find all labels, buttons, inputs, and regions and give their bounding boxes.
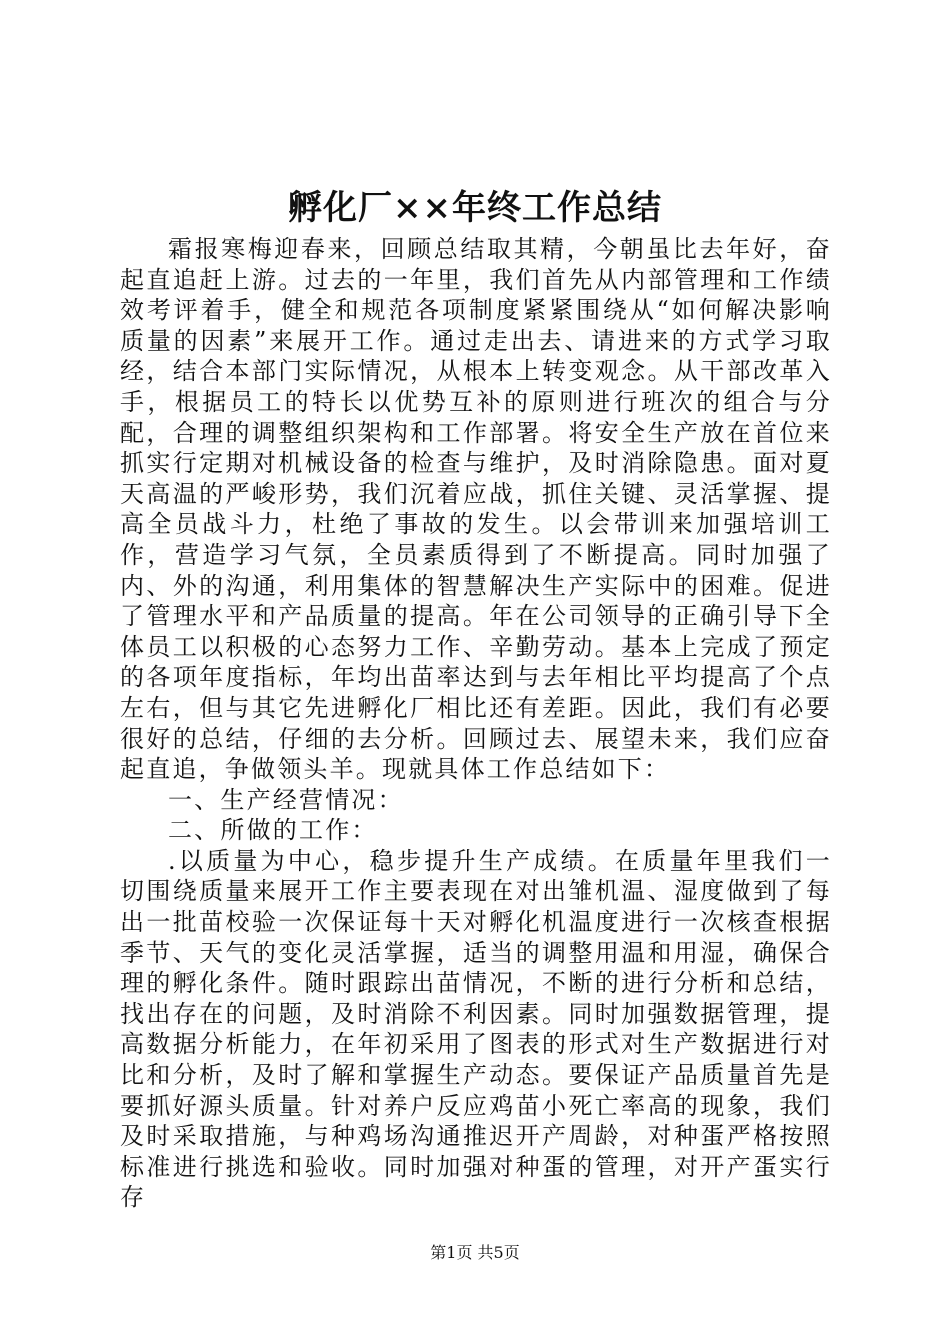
document-title: 孵化厂××年终工作总结 <box>288 188 662 228</box>
heading-production-status: 一、生产经营情况： <box>168 785 404 814</box>
heading-work-done: 二、所做的工作： <box>168 816 378 845</box>
paragraph-intro: 霜报寒梅迎春来，回顾总结取其精，今朝虽比去年好，奋起直追赶上游。过去的一年里，我们首先从内部管理和工作绩效考评着手，健全和规范各项制度紧紧围绕从“如何解决影响质量的因素”来展开工作。通过走出去、请进来的方式学习取经，结合本部门实际情况，从根本上转变观念。从干部改革入手，根据员工的特长以优势互补的原则进行班次的组合与分配，合理的调整组织架构和工作部署。将安全生产放在首位来抓实行定期对机械设备的检查与维护，及时消除隐患。面对夏天高温的严峻形势，我们沉着应战，抓住关键、灵活掌握、提高全员战斗力，杜绝了事故的发生。以会带训来加强培训工作，营造学习气氛，全员素质得到了不断提高。同时加强了内、外的沟通，利用集体的智慧解决生产实际中的困难。促进了管理水平和产品质量的提高。年在公司领导的正确引导下全体员工以积极的心态努力工作、辛勤劳动。基本上完成了预定的各项年度指标，年均出苗率达到与去年相比平均提高了个点左右，但与其它先进孵化厂相比还有差距。因此，我们有必要很好的总结，仔细的去分析。回顾过去、展望未来，我们应奋起直追，争做领头羊。现就具体工作总结如下： <box>120 235 832 784</box>
paragraph-quality: .以质量为中心，稳步提升生产成绩。在质量年里我们一切围绕质量来展开工作主要表现在对出雏机温、湿度做到了每出一批苗校验一次保证每十天对孵化机温度进行一次核查根据季节、天气的变化灵活掌握，适当的调整用温和用湿，确保合理的孵化条件。随时跟踪出苗情况，不断的进行分析和总结，找出存在的问题，及时消除不利因素。同时加强数据管理，提高数据分析能力，在年初采用了图表的形式对生产数据进行对比和分析，及时了解和掌握生产动态。要保证产品质量首先是要抓好源头质量。针对养户反应鸡苗小死亡率高的现象，我们及时采取措施，与种鸡场沟通推迟开产周龄，对种蛋严格按照标准进行挑选和验收。同时加强对种蛋的管理，对开产蛋实行存 <box>120 846 832 1212</box>
page-footer: 第1页 共5页 <box>430 1243 520 1262</box>
document-body <box>120 234 832 1213</box>
